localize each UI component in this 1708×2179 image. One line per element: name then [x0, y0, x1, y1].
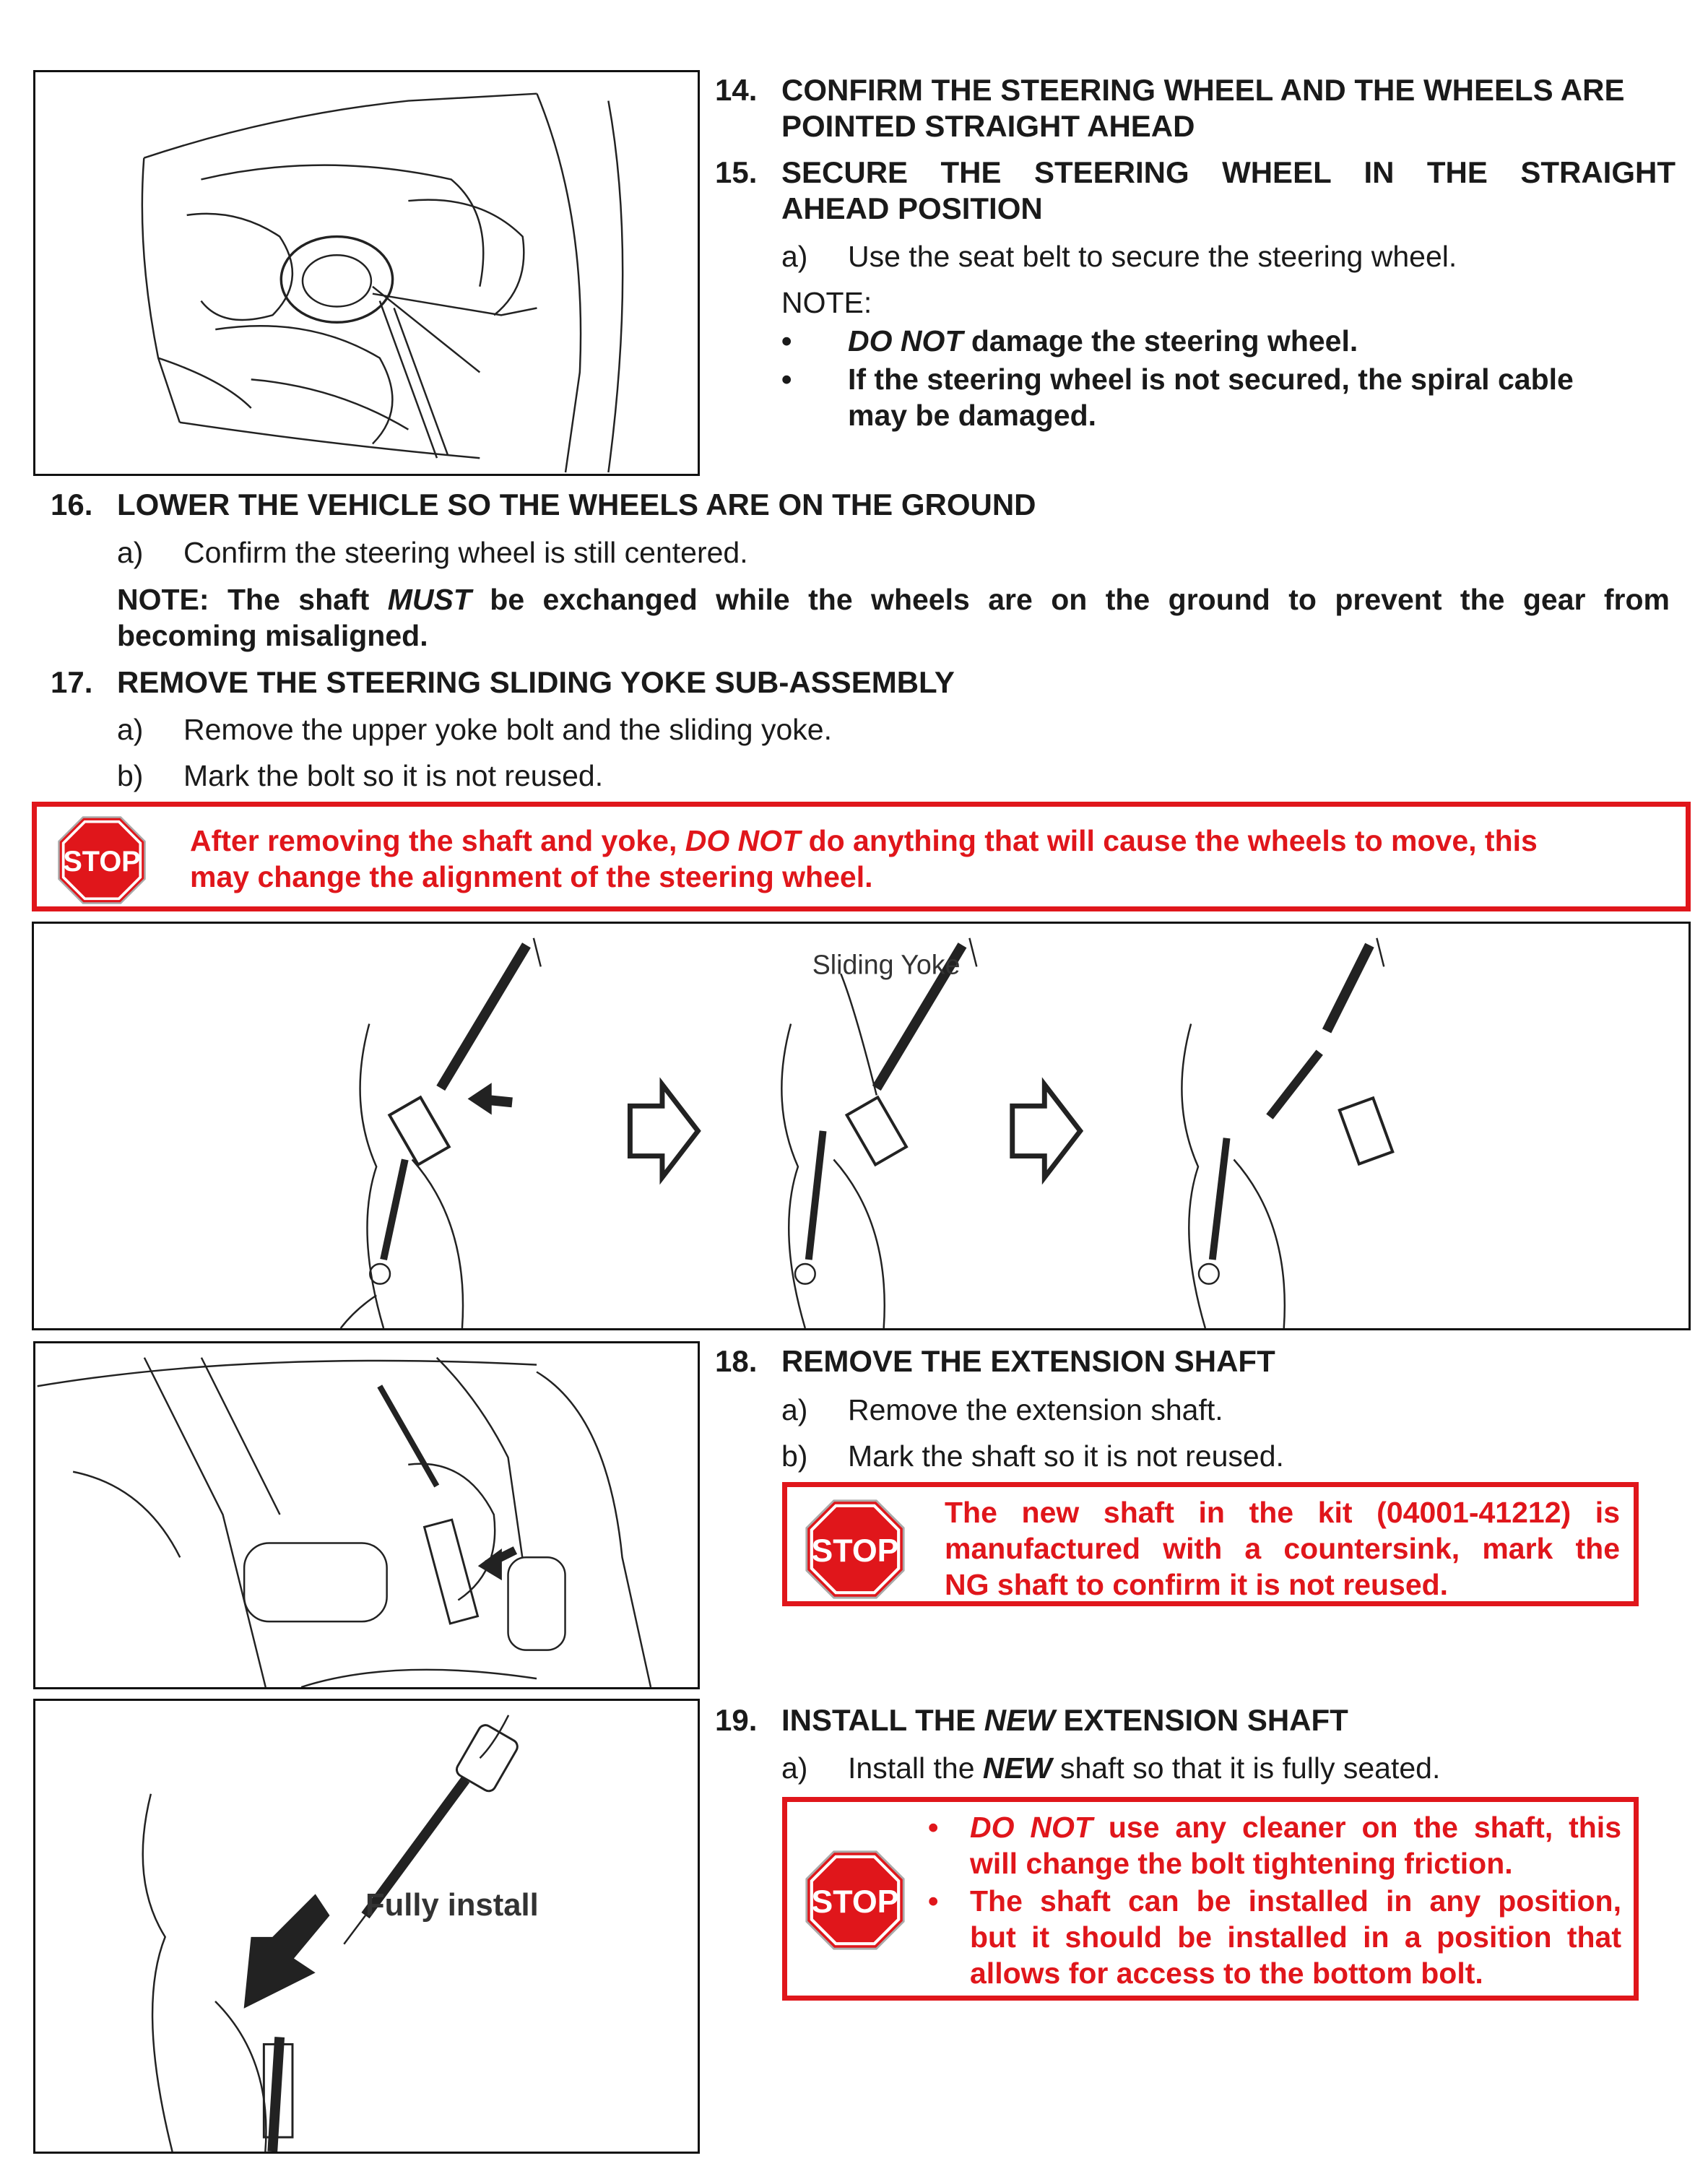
step-14 [715, 72, 1676, 144]
step-15-sub-a [781, 238, 1648, 274]
warning-box-step-17 [32, 802, 1691, 911]
step-15-bullet-2 [781, 361, 1677, 433]
sub-pre: Install the [848, 1751, 983, 1785]
warning-bullet-2 [928, 1883, 1621, 1991]
sliding-yoke-label: Sliding Yoke [812, 949, 961, 980]
figure-seatbelt-steering-wheel [33, 70, 700, 476]
step-17-sub-b [117, 758, 1128, 794]
step-19 [715, 1702, 1676, 1738]
car-interior-illustration [35, 72, 698, 474]
stop-sign-icon [805, 1850, 906, 1951]
warning-line2: manufactured with a countersink, mark the [945, 1532, 1620, 1565]
sub-letter: a) [781, 1393, 808, 1426]
bullet-glyph: • [928, 1811, 939, 1844]
sub-letter: a) [781, 1751, 808, 1785]
step-number: 18. [715, 1344, 758, 1378]
warning-box-step-18 [782, 1482, 1639, 1606]
sub-post: shaft so that it is fully seated. [1052, 1751, 1441, 1785]
bullet-glyph: • [781, 363, 792, 396]
sub-text: Remove the upper yoke bolt and the sliding yoke. [183, 713, 832, 746]
emphasis: DO NOT [848, 324, 963, 358]
sub-text [848, 1750, 1440, 1786]
warning-pre: After removing the shaft and yoke, [190, 824, 685, 857]
step-16 [51, 487, 1676, 523]
stop-sign-icon [805, 1499, 906, 1600]
figure-sliding-yoke-removal [32, 922, 1691, 1330]
step-title: LOWER THE VEHICLE SO THE WHEELS ARE ON THE GROUND [117, 488, 1036, 521]
sub-text: Confirm the steering wheel is still centered. [183, 536, 748, 569]
step-title: CONFIRM THE STEERING WHEEL AND THE WHEELS ARE POINTED STRAIGHT AHEAD [781, 73, 1625, 143]
step-15-bullet-1 [781, 323, 1677, 359]
emphasis: NEW [982, 1751, 1052, 1785]
emphasis: DO NOT [970, 1811, 1093, 1844]
step-18-sub-b [781, 1438, 1648, 1474]
note-line2: becoming misaligned. [117, 619, 428, 652]
install-arrow-icon [244, 1894, 330, 2008]
title-post: EXTENSION SHAFT [1054, 1703, 1348, 1737]
step-17-sub-a [117, 711, 1128, 748]
install-shaft-illustration [35, 1701, 698, 2152]
note-pre: NOTE: The shaft [117, 583, 388, 616]
step-title-line1: SECURE THE STEERING WHEEL IN THE STRAIGHT [781, 155, 1676, 189]
bullet-glyph: • [781, 324, 792, 358]
step-15-note-label [781, 285, 998, 321]
step-number: 19. [715, 1703, 758, 1737]
bullet-text [848, 323, 1358, 359]
svg-text:STOP: STOP [811, 1532, 899, 1569]
svg-text:STOP: STOP [63, 845, 141, 878]
warning-bullet-1 [928, 1809, 1621, 1881]
step-number: 16. [51, 488, 93, 521]
stop-sign-icon [57, 815, 147, 905]
bullet-glyph: • [928, 1884, 939, 1918]
step-19-sub-a [781, 1750, 1677, 1786]
note-label: NOTE: [781, 286, 872, 319]
warning-box-step-19 [782, 1797, 1639, 2001]
extension-shaft-illustration [35, 1343, 698, 1687]
bullet-rest: damage the steering wheel. [963, 324, 1358, 358]
svg-text:STOP: STOP [811, 1883, 899, 1920]
warning-line1 [970, 1809, 1621, 1845]
figure-fully-install [33, 1699, 700, 2154]
step-title: REMOVE THE STEERING SLIDING YOKE SUB-ASSEMBLY [117, 665, 955, 699]
yoke-removal-illustration [34, 924, 1689, 1328]
step-title-line2: AHEAD POSITION [781, 191, 1043, 225]
warning-line1 [190, 823, 1663, 859]
step-number: 15. [715, 155, 758, 189]
note-line1 [117, 581, 1670, 618]
step-18-sub-a [781, 1392, 1648, 1428]
warning-line3: NG shaft to confirm it is not reused. [945, 1568, 1449, 1601]
step-17 [51, 664, 1676, 701]
warning-line2: but it should be installed in a position that [970, 1920, 1621, 1954]
sub-letter: a) [781, 240, 808, 273]
sub-letter: a) [117, 713, 144, 746]
sub-letter: a) [117, 536, 144, 569]
warning-text [945, 1494, 1620, 1603]
warning-line2: will change the bolt tightening friction. [970, 1847, 1513, 1880]
figure-extension-shaft [33, 1341, 700, 1689]
warning-line3: allows for access to the bottom bolt. [970, 1957, 1483, 1990]
step-number: 14. [715, 73, 758, 107]
emphasis: MUST [387, 583, 472, 616]
fully-install-label: Fully install [365, 1888, 539, 1923]
emphasis: NEW [984, 1703, 1055, 1737]
step-title: REMOVE THE EXTENSION SHAFT [781, 1344, 1275, 1378]
sub-letter: b) [781, 1439, 808, 1473]
warning-line1: The new shaft in the kit (04001-41212) is [945, 1496, 1620, 1529]
warning-line2: may change the alignment of the steering wheel. [190, 860, 873, 893]
sub-text: Use the seat belt to secure the steering wheel. [848, 240, 1457, 273]
warning-post: do anything that will cause the wheels to move, this [800, 824, 1538, 857]
warning-text [190, 823, 1663, 895]
bullet-line1: If the steering wheel is not secured, the spiral cable [848, 363, 1574, 396]
note-post: be exchanged while the wheels are on the ground to prevent the gear from [471, 583, 1670, 616]
sub-text: Remove the extension shaft. [848, 1393, 1223, 1426]
sub-text: Mark the shaft so it is not reused. [848, 1439, 1284, 1473]
step-16-note [117, 581, 1670, 654]
title-pre: INSTALL THE [781, 1703, 984, 1737]
warning-line1: The shaft can be installed in any position, [970, 1884, 1621, 1918]
sub-letter: b) [117, 759, 144, 792]
step-16-sub-a [117, 534, 984, 571]
emphasis: DO NOT [685, 824, 801, 857]
step-title [781, 1702, 1348, 1738]
warning-rest: use any cleaner on the shaft, this [1092, 1811, 1621, 1844]
step-18 [715, 1343, 1676, 1379]
bullet-line2: may be damaged. [848, 399, 1097, 432]
step-15 [715, 155, 1676, 227]
step-number: 17. [51, 665, 93, 699]
sub-text: Mark the bolt so it is not reused. [183, 759, 604, 792]
